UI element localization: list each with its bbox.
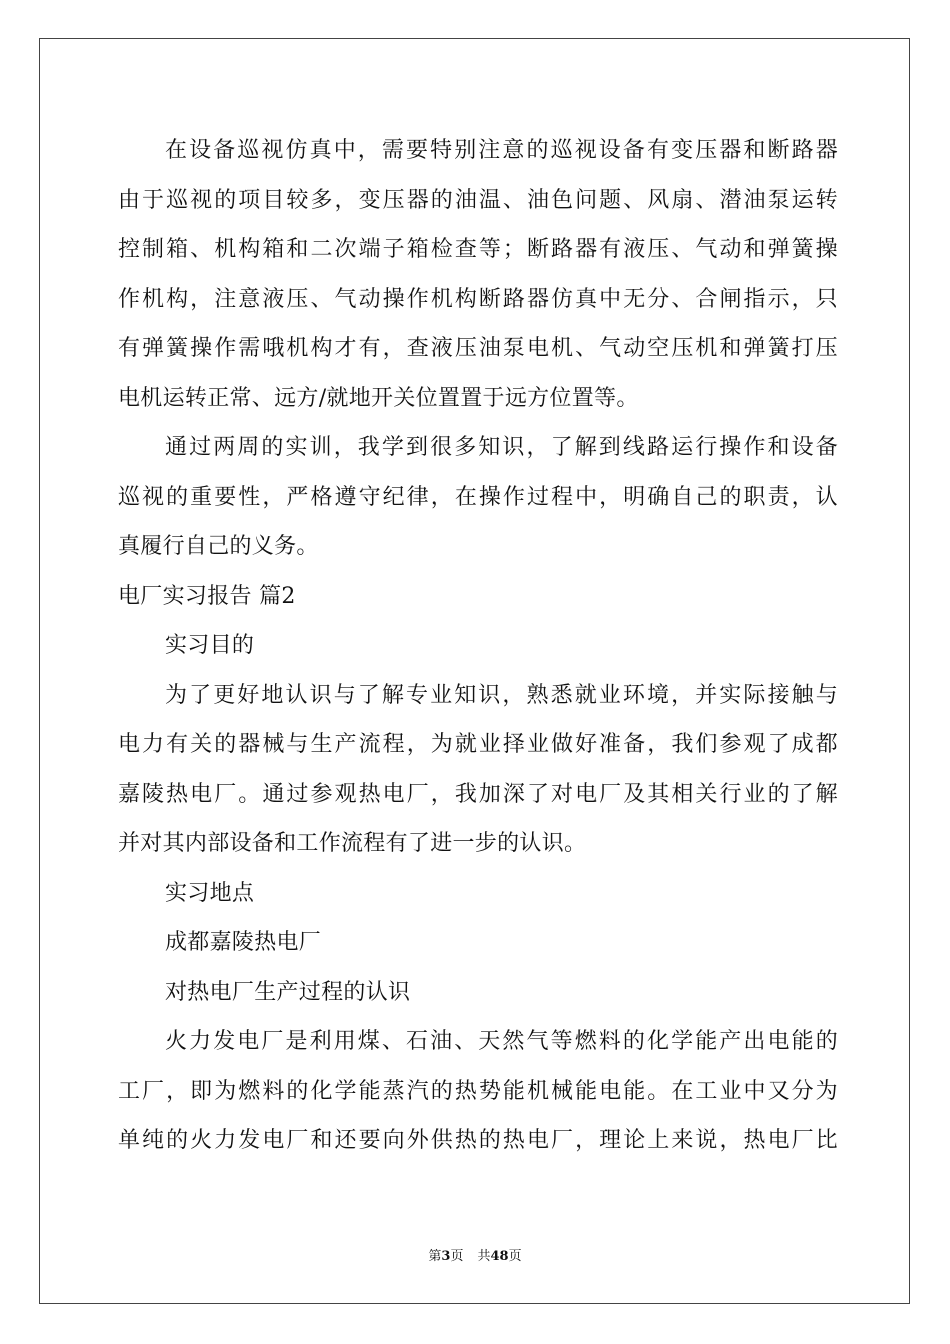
- text-line: 作机构，注意液压、气动操作机构断路器仿真中无分、合闸指示，只: [118, 286, 838, 312]
- total-suffix: 页: [508, 1249, 522, 1264]
- text-line: 控制箱、机构箱和二次端子箱检查等；断路器有液压、气动和弹簧操: [118, 237, 838, 262]
- document-body: [118, 126, 838, 1166]
- page-number: 3: [441, 1249, 451, 1264]
- page-prefix: 第: [428, 1249, 442, 1264]
- text-line: 由于巡视的项目较多，变压器的油温、油色问题、风扇、潜油泵运转: [118, 187, 838, 213]
- text-line: 实习目的: [165, 633, 255, 658]
- text-line: 单纯的火力发电厂和还要向外供热的热电厂，理论上来说，热电厂比: [118, 1128, 838, 1153]
- page-footer: [0, 1249, 950, 1265]
- text-line: 电力有关的器械与生产流程，为就业择业做好准备，我们参观了成都: [118, 732, 838, 757]
- text-line: 巡视的重要性，严格遵守纪律，在操作过程中，明确自己的职责，认: [118, 484, 838, 510]
- text-line: 对热电厂生产过程的认识: [165, 979, 411, 1005]
- text-line: 火力发电厂是利用煤、石油、天然气等燃料的化学能产出电能的: [165, 1029, 838, 1054]
- page-suffix: 页: [450, 1249, 464, 1264]
- text-line: 在设备巡视仿真中，需要特别注意的巡视设备有变压器和断路器: [165, 138, 838, 163]
- text-line: 电机运转正常、远方/就地开关位置置于远方位置等。: [118, 385, 639, 411]
- text-line: 通过两周的实训，我学到很多知识，了解到线路运行操作和设备: [165, 435, 838, 460]
- total-prefix: 共: [477, 1249, 491, 1264]
- text-line: 成都嘉陵热电厂: [165, 930, 322, 955]
- text-line: 嘉陵热电厂。通过参观热电厂，我加深了对电厂及其相关行业的了解: [118, 781, 838, 807]
- text-line: 有弹簧操作需哦机构才有，查液压油泵电机、气动空压机和弹簧打压: [118, 336, 838, 361]
- text-line: 真履行自己的义务。: [118, 534, 319, 559]
- text-line: 并对其内部设备和工作流程有了进一步的认识。: [118, 831, 587, 856]
- text-line: 为了更好地认识与了解专业知识，熟悉就业环境，并实际接触与: [165, 682, 838, 708]
- text-line: 工厂，即为燃料的化学能蒸汽的热势能机械能电能。在工业中又分为: [118, 1078, 838, 1104]
- text-line: 电厂实习报告 篇2: [118, 583, 296, 609]
- text-line: 实习地点: [165, 880, 255, 906]
- total-pages: 48: [490, 1249, 509, 1264]
